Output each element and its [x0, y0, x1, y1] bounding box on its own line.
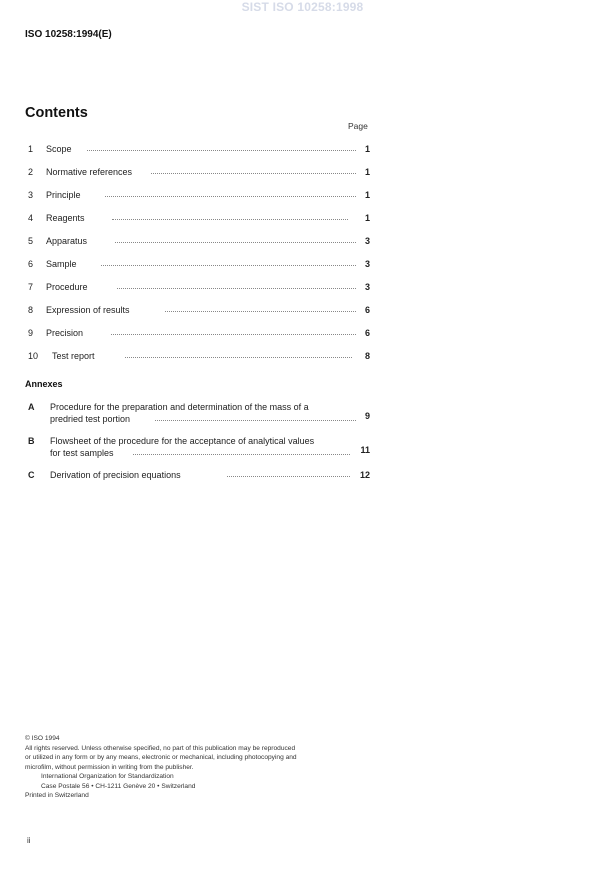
annex-page-number: 12: [359, 470, 370, 480]
toc-entry-normative-references[interactable]: [25, 167, 370, 181]
annex-letter: C: [28, 470, 35, 480]
toc-number: 5: [28, 236, 34, 246]
toc-entry-procedure[interactable]: [25, 282, 370, 296]
dot-leader: [165, 311, 356, 312]
annexes-heading: Annexes: [25, 379, 63, 389]
annex-letter: A: [28, 402, 35, 412]
watermark: SIST ISO 10258:1998: [241, 0, 364, 14]
toc-entry-scope[interactable]: [25, 144, 370, 158]
toc-number: 1: [28, 144, 34, 154]
toc-number: 3: [28, 190, 34, 200]
dot-leader: [101, 265, 356, 266]
toc-entry-reagents[interactable]: [25, 213, 370, 227]
dot-leader: [111, 334, 356, 335]
toc-title: Scope: [46, 144, 72, 154]
toc-title: Principle: [46, 190, 81, 200]
toc-title: Procedure: [46, 282, 88, 292]
toc-page-number: 8: [364, 351, 370, 361]
toc-number: 7: [28, 282, 34, 292]
toc-title: Sample: [46, 259, 77, 269]
toc-page-number: 1: [364, 190, 370, 200]
toc-title: Test report: [52, 351, 95, 361]
toc-page-number: 3: [364, 282, 370, 292]
toc-number: 6: [28, 259, 34, 269]
rights-statement: microfilm, without permission in writing from the publisher.: [25, 763, 194, 771]
annex-title-line1: Procedure for the preparation and determination of the mass of a: [50, 402, 309, 412]
toc-title: Normative references: [46, 167, 133, 177]
toc-entry-sample[interactable]: [25, 259, 370, 273]
annex-letter: B: [28, 436, 35, 446]
toc-title: Precision: [46, 328, 84, 338]
rights-statement: All rights reserved. Unless otherwise specified, no part of this publication may be reproduced: [25, 744, 296, 752]
toc-page-number: 1: [364, 167, 370, 177]
document-id: ISO 10258:1994(E): [25, 29, 112, 40]
copyright-notice: [25, 734, 375, 801]
dot-leader: [133, 454, 350, 455]
toc-entry-principle[interactable]: [25, 190, 370, 204]
annex-page-number: 11: [360, 445, 370, 455]
toc-number: 4: [28, 213, 34, 223]
toc-entry-apparatus[interactable]: [25, 236, 370, 250]
dot-leader: [117, 288, 356, 289]
annex-entry-a[interactable]: [25, 402, 370, 428]
toc-title: Apparatus: [46, 236, 88, 246]
annex-title-line1: Flowsheet of the procedure for the acceptance of analytical values: [50, 436, 315, 446]
toc-entry-precision[interactable]: [25, 328, 370, 342]
toc-page-number: 1: [364, 144, 370, 154]
dot-leader: [125, 357, 352, 358]
toc-number: 9: [28, 328, 34, 338]
toc-title: Expression of results: [46, 305, 130, 315]
annex-title-line1: Derivation of precision equations: [50, 470, 181, 480]
annex-entry-b[interactable]: [25, 436, 370, 462]
organization-address: Case Postale 56 • CH-1211 Genève 20 • Switzerland: [41, 782, 196, 790]
dot-leader: [227, 476, 350, 477]
toc-page-number: 3: [364, 236, 370, 246]
annex-title-line2: predried test portion: [50, 414, 131, 424]
dot-leader: [155, 420, 356, 421]
toc-page-number: 6: [364, 305, 370, 315]
toc-number: 10: [28, 351, 39, 361]
annex-page-number: 9: [364, 411, 370, 421]
toc-page-number: 3: [364, 259, 370, 269]
toc-entry-test-report[interactable]: [25, 351, 370, 365]
dot-leader: [87, 150, 356, 151]
page-column-label: Page: [348, 121, 368, 131]
rights-statement: or utilized in any form or by any means, electronic or mechanical, including photocopying and: [25, 754, 297, 761]
toc-page-number: 6: [364, 328, 370, 338]
dot-leader: [112, 219, 348, 220]
annex-title-line2: for test samples: [50, 448, 114, 458]
toc-entry-expression-of-results[interactable]: [25, 305, 370, 319]
contents-heading: Contents: [25, 105, 88, 121]
dot-leader: [115, 242, 356, 243]
printed-in: Printed in Switzerland: [25, 792, 89, 799]
page-folio: ii: [27, 836, 31, 845]
toc-page-number: 1: [364, 213, 370, 223]
annex-entry-c[interactable]: [25, 470, 370, 484]
toc-number: 8: [28, 305, 34, 315]
toc-number: 2: [28, 167, 34, 177]
dot-leader: [151, 173, 356, 174]
dot-leader: [105, 196, 356, 197]
copyright-line: © ISO 1994: [25, 735, 60, 742]
toc-title: Reagents: [46, 213, 85, 223]
organization-name: International Organization for Standardization: [41, 773, 174, 780]
